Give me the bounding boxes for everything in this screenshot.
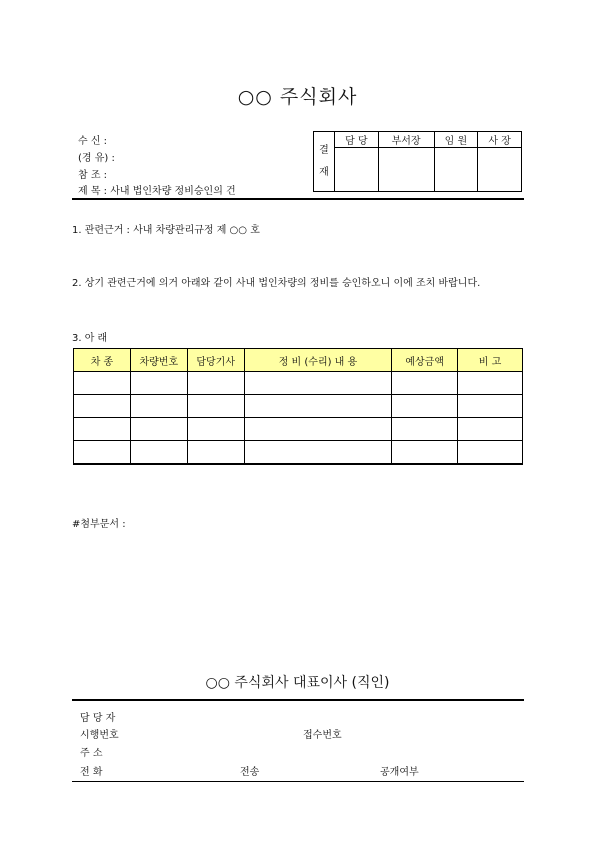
phone-label: 전 화 (80, 767, 103, 778)
table-cell[interactable] (74, 372, 131, 395)
body-item-2: 2. 상기 관련근거에 의거 아래와 같이 사내 법인차량의 정비를 승인하오니 이에 조치 바랍니다. (72, 278, 481, 289)
table-cell[interactable] (130, 441, 187, 465)
table-cell[interactable] (74, 395, 131, 418)
disclosure-label: 공개여부 (380, 767, 419, 778)
table-cell[interactable] (187, 418, 244, 441)
approval-box (313, 131, 522, 192)
table-cell[interactable] (130, 372, 187, 395)
table-cell[interactable] (130, 418, 187, 441)
table-cell[interactable] (187, 395, 244, 418)
col-header-plate-no: 차량번호 (130, 349, 187, 372)
receipt-no-label: 접수번호 (303, 730, 342, 741)
table-cell[interactable] (244, 441, 392, 465)
table-cell[interactable] (392, 395, 458, 418)
issue-no-label: 시행번호 (80, 730, 119, 741)
approval-sign-executive[interactable] (434, 148, 478, 192)
approval-role-staff: 담 당 (335, 132, 379, 148)
body-item-3: 3. 아 래 (72, 333, 108, 344)
table-row (74, 372, 523, 395)
table-cell[interactable] (74, 441, 131, 465)
table-row (74, 395, 523, 418)
approval-sign-president[interactable] (478, 148, 522, 192)
table-cell[interactable] (392, 372, 458, 395)
manager-label: 담 당 자 (80, 713, 116, 724)
approval-sign-dept-head[interactable] (378, 148, 434, 192)
subject-value: 사내 법인차량 정비승인의 건 (110, 186, 236, 197)
col-header-remarks: 비 고 (458, 349, 523, 372)
table-cell[interactable] (244, 395, 392, 418)
col-header-vehicle-type: 차 종 (74, 349, 131, 372)
address-label: 주 소 (80, 748, 103, 759)
table-cell[interactable] (392, 418, 458, 441)
approval-role-executive: 임 원 (434, 132, 478, 148)
table-cell[interactable] (458, 372, 523, 395)
subject-label: 제 목 : (78, 186, 108, 197)
col-header-driver: 담당기사 (187, 349, 244, 372)
table-cell[interactable] (187, 441, 244, 465)
table-header-row (74, 349, 523, 372)
footer-divider (72, 699, 524, 701)
approval-role-president: 사 장 (478, 132, 522, 148)
reference-label: 참 조 : (78, 170, 108, 181)
approval-label: 결 재 (314, 132, 335, 192)
table-cell[interactable] (458, 395, 523, 418)
approval-role-dept-head: 부서장 (378, 132, 434, 148)
document-title: ○○ 주식회사 (237, 86, 358, 108)
footer-bottom-divider (72, 781, 524, 782)
approval-sign-staff[interactable] (335, 148, 379, 192)
table-cell[interactable] (458, 418, 523, 441)
subject-row (78, 182, 236, 197)
col-header-repair-details: 정 비 (수리) 내 용 (244, 349, 392, 372)
recipient-label: 수 신 : (78, 136, 108, 147)
table-cell[interactable] (392, 441, 458, 465)
table-cell[interactable] (74, 418, 131, 441)
header-divider (72, 198, 524, 200)
fax-label: 전송 (240, 767, 260, 778)
body-item-1: 1. 관련근거 : 사내 차량관리규정 제 ○○ 호 (72, 225, 260, 236)
footer-title: ○○ 주식회사 대표이사 (직인) (205, 675, 390, 691)
col-header-estimated-cost: 예상금액 (392, 349, 458, 372)
table-row (74, 441, 523, 465)
table-row (74, 418, 523, 441)
table-cell[interactable] (244, 418, 392, 441)
table-cell[interactable] (130, 395, 187, 418)
table-cell[interactable] (187, 372, 244, 395)
via-label: (경 유) : (78, 153, 115, 164)
attachment-label: #첨부문서 : (72, 519, 126, 530)
table-cell[interactable] (244, 372, 392, 395)
table-cell[interactable] (458, 441, 523, 465)
maintenance-table (73, 348, 523, 465)
